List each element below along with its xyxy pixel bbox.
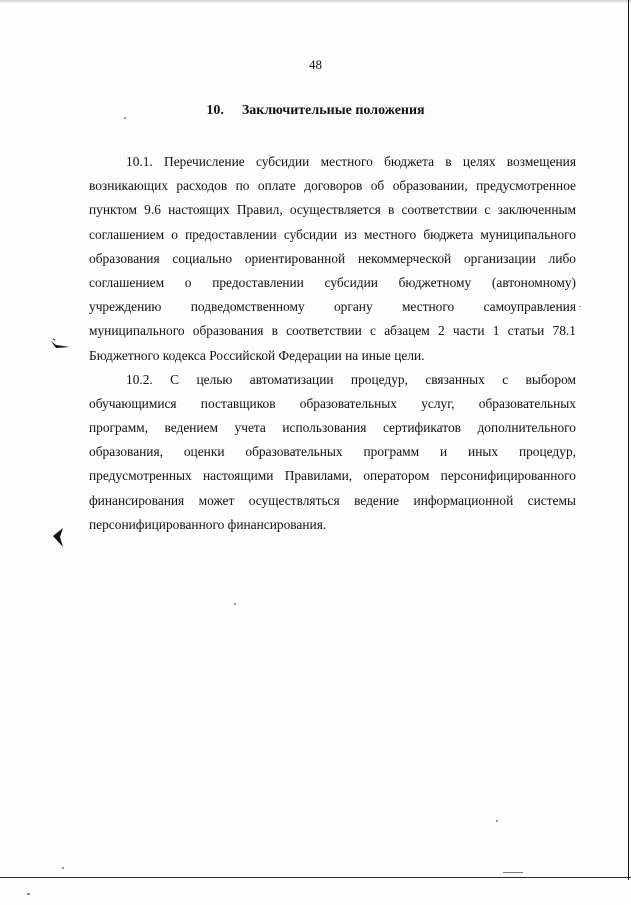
section-number: 10.: [206, 103, 224, 118]
scan-speck: [27, 893, 30, 895]
paragraph-line: обучающимися поставщиков образовательных услуг, образовательных: [89, 395, 576, 411]
scan-speck: [579, 306, 581, 307]
paragraph-line: 10.1. Перечисление субсидии местного бюджета в целях возмещения: [126, 154, 576, 169]
body-text: [89, 150, 576, 537]
paragraph-line: муниципального образования в соответствии с абзацем 2 части 1 статьи 78.1: [89, 323, 576, 339]
margin-triangle-mark-icon: [51, 527, 65, 549]
paragraph-line: учреждению подведомственному органу местного самоуправления: [89, 299, 576, 315]
paragraph-line: образования социально ориентированной некоммерческой организации либо: [89, 250, 576, 266]
paragraph-line: возникающих расходов по оплате договоров об образовании, предусмотренное: [89, 178, 576, 194]
paragraph-line: соглашением о предоставлении субсидии из местного бюджета муниципального: [89, 226, 576, 242]
section-heading: [0, 103, 631, 119]
paragraph-line: предусмотренных настоящими Правилами, оператором персонифицированного: [89, 468, 576, 484]
paragraph-line: пунктом 9.6 настоящих Правил, осуществляется в соответствии с заключенным: [89, 202, 576, 218]
page-number: 48: [309, 57, 322, 72]
scan-bottom-border: [0, 877, 631, 878]
scan-speck: [234, 603, 236, 605]
scan-top-edge: [0, 0, 631, 3]
scan-speck: [62, 867, 64, 869]
paragraph-10-1: [89, 150, 576, 368]
scan-speck: [124, 117, 126, 119]
margin-arrow-mark-icon: [50, 338, 72, 352]
section-title: Заключительные положения: [241, 103, 425, 118]
scan-speck: [496, 820, 498, 822]
paragraph-line: программ, ведением учета использования сертификатов дополнительного: [89, 420, 576, 436]
paragraph-line: Бюджетного кодекса Российской Федерации на иные цели.: [89, 347, 425, 363]
paragraph-line: образования, оценки образовательных программ и иных процедур,: [89, 444, 576, 460]
scan-right-border: [628, 0, 629, 880]
paragraph-10-2: [89, 368, 576, 537]
paragraph-line: финансирования может осуществляться ведение информационной системы: [89, 492, 576, 508]
paragraph-line: персонифицированного финансирования.: [89, 516, 327, 532]
scan-speck: [503, 872, 523, 873]
paragraph-line: 10.2. С целью автоматизации процедур, связанных с выбором: [126, 371, 576, 387]
paragraph-line: соглашением о предоставлении субсидии бюджетному (автономному): [89, 274, 576, 290]
